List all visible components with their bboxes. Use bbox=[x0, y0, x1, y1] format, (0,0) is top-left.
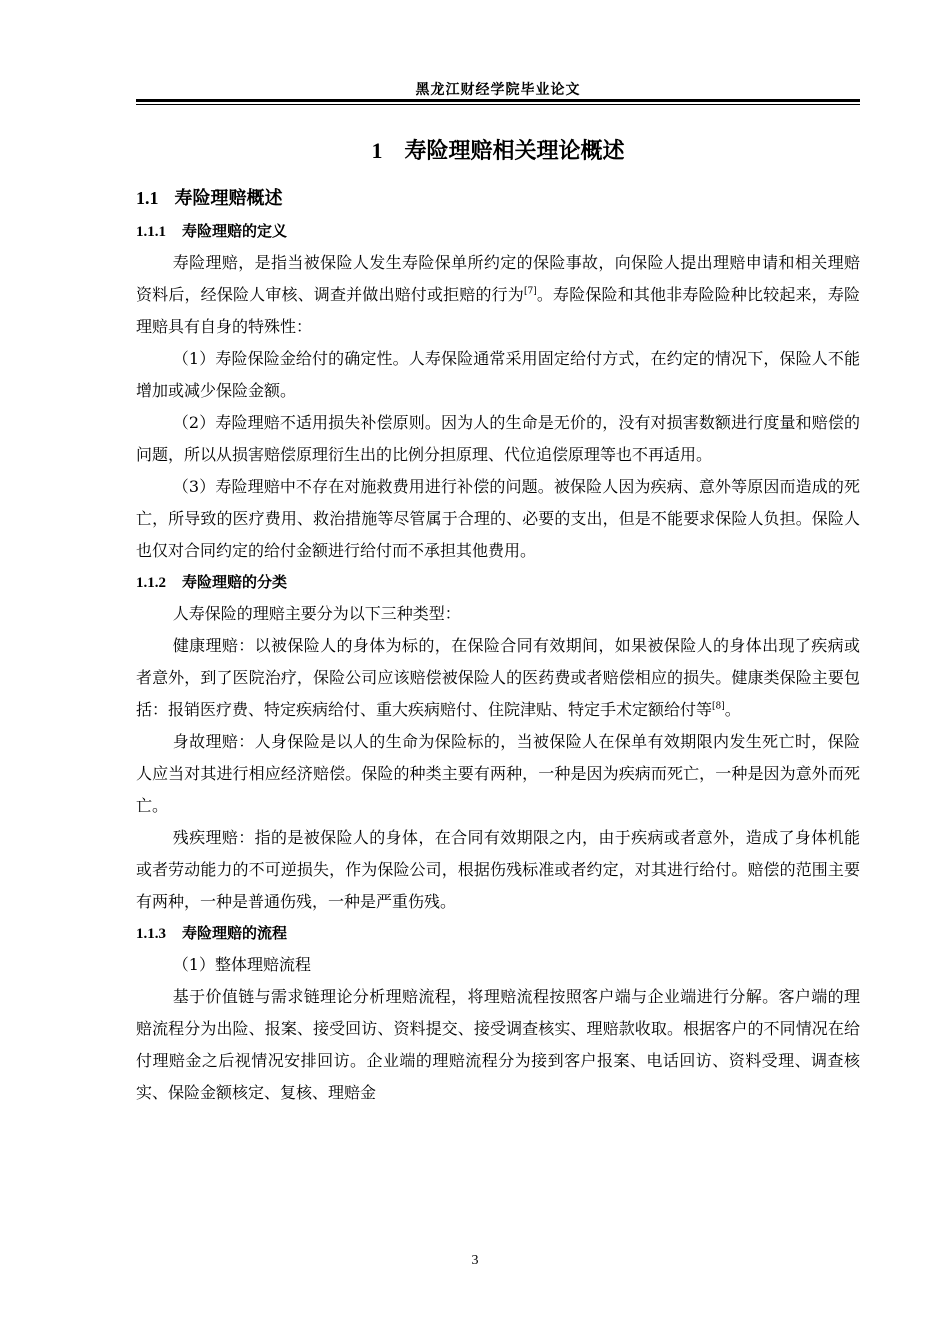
citation: [8] bbox=[712, 701, 725, 712]
subsection-number: 1.1.3 bbox=[136, 926, 166, 942]
chapter-title: 寿险理赔相关理论概述 bbox=[404, 139, 625, 164]
running-header: 黑龙江财经学院毕业论文 bbox=[415, 82, 581, 98]
citation: [7] bbox=[523, 286, 537, 297]
paragraph: （1）寿险保险金给付的确定性。人寿保险通常采用固定给付方式，在约定的情况下，保险人不能增加或减少保险金额。 bbox=[136, 349, 860, 400]
section-heading bbox=[136, 181, 860, 216]
paragraph: 人寿保险的理赔主要分为以下三种类型： bbox=[172, 604, 461, 623]
header-rule-thin bbox=[136, 104, 860, 105]
paragraph bbox=[136, 630, 860, 726]
subsection-heading bbox=[136, 918, 860, 949]
paragraph: （2）寿险理赔不适用损失补偿原则。因为人的生命是无价的，没有对损害数额进行度量和赔偿的问题，所以从损害赔偿原理衍生出的比例分担原理、代位追偿原理等也不再适用。 bbox=[136, 413, 860, 464]
paragraph-text: 。寿险保险和其他非寿险险种比较起来，寿险理赔具有自身的特殊性： bbox=[136, 285, 860, 336]
subsection-title: 寿险理赔的定义 bbox=[182, 222, 288, 240]
paragraph: 残疾理赔：指的是被保险人的身体，在合同有效期限之内，由于疾病或者意外，造成了身体机能或者劳动能力的不可逆损失，作为保险公司，根据伤残标准或者约定，对其进行给付。赔偿的范围主要有两种，一种是普通伤残，一种是严重伤残。 bbox=[136, 828, 860, 911]
paragraph: 基于价值链与需求链理论分析理赔流程，将理赔流程按照客户端与企业端进行分解。客户端的理赔流程分为出险、报案、接受回访、资料提交、接受调查核实、理赔款收取。根据客户的不同情况在给付理赔金之后视情况安排回访。企业端的理赔流程分为接到客户报案、电话回访、资料受理、调查核实、保险金额核定、复核、理赔金 bbox=[136, 987, 860, 1102]
subsection-number: 1.1.1 bbox=[136, 224, 166, 240]
paragraph: 身故理赔：人身保险是以人的生命为保险标的，当被保险人在保单有效期限内发生死亡时，保险人应当对其进行相应经济赔偿。保险的种类主要有两种，一种是因为疾病而死亡，一种是因为意外而死亡。 bbox=[136, 732, 860, 815]
subsection-title: 寿险理赔的分类 bbox=[182, 573, 288, 591]
header-rule-thick bbox=[136, 99, 860, 102]
subsection-title: 寿险理赔的流程 bbox=[182, 924, 288, 942]
page-body bbox=[136, 130, 860, 1109]
paragraph bbox=[136, 247, 860, 343]
subsection-heading bbox=[136, 567, 860, 598]
chapter-number: 1 bbox=[371, 138, 383, 163]
paragraph: （1）整体理赔流程 bbox=[172, 955, 311, 974]
page-number: 3 bbox=[471, 1253, 479, 1268]
subsection-heading bbox=[136, 216, 860, 247]
paragraph: （3）寿险理赔中不存在对施救费用进行补偿的问题。被保险人因为疾病、意外等原因而造成的死亡，所导致的医疗费用、救治措施等尽管属于合理的、必要的支出，但是不能要求保险人负担。保险人也仅对合同约定的给付金额进行给付而不承担其他费用。 bbox=[136, 477, 860, 560]
subsection-number: 1.1.2 bbox=[136, 575, 166, 591]
section-title: 寿险理赔概述 bbox=[174, 188, 283, 209]
paragraph-text: 。 bbox=[724, 700, 741, 719]
section-number: 1.1 bbox=[136, 188, 159, 208]
paragraph-text: 健康理赔：以被保险人的身体为标的，在保险合同有效期间，如果被保险人的身体出现了疾病或者意外，到了医院治疗，保险公司应该赔偿被保险人的医药费或者赔偿相应的损失。健康类保险主要包括：报销医疗费、特定疾病给付、重大疾病赔付、住院津贴、特定手术定额给付等 bbox=[136, 636, 860, 719]
chapter-heading bbox=[136, 130, 860, 173]
paragraph-text: 寿险理赔，是指当被保险人发生寿险保单所约定的保险事故，向保险人提出理赔申请和相关理赔资料后，经保险人审核、调查并做出赔付或拒赔的行为 bbox=[136, 253, 860, 304]
